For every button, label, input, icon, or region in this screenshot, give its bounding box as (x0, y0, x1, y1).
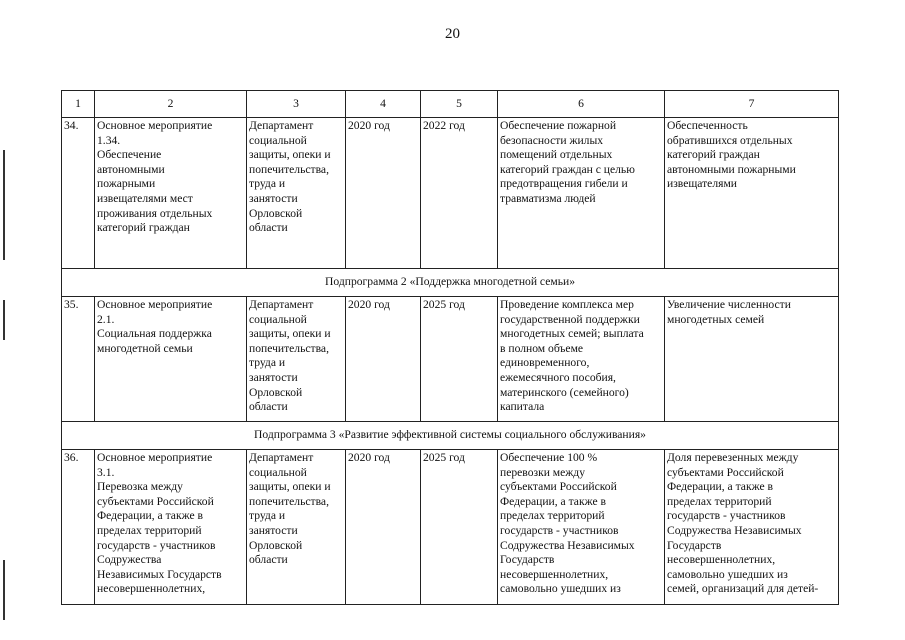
table-row (62, 297, 839, 422)
row-number: 34. (62, 118, 95, 269)
table-row (62, 118, 839, 269)
measure-name: Основное мероприятие 2.1. Социальная поддержка многодетной семьи (95, 297, 247, 422)
measure-name: Основное мероприятие 1.34. Обеспечение автономными пожарными извещателями мест проживания отдельных категорий граждан (95, 118, 247, 269)
expected-result: Обеспечение пожарной безопасности жилых помещений отдельных категорий граждан с целью предотвращения гибели и травматизма людей (498, 118, 665, 269)
row-number: 36. (62, 450, 95, 605)
executor: Департамент социальной защиты, опеки и попечительства, труда и занятости Орловской области (247, 450, 346, 605)
subprogram-heading-row (62, 269, 839, 297)
header-cell: 2 (95, 91, 247, 118)
subprogram-title: Подпрограмма 3 «Развитие эффективной системы социального обслуживания» (62, 422, 839, 450)
table-row (62, 450, 839, 605)
header-row (62, 91, 839, 118)
header-cell: 3 (247, 91, 346, 118)
measure-name: Основное мероприятие 3.1. Перевозка между субъектами Российской Федерации, а также в пределах территорий государств - участников Содружества Независимых Государств несовершеннолетних, (95, 450, 247, 605)
expected-result: Обеспечение 100 % перевозки между субъектами Российской Федерации, а также в пределах территорий государств - участников Содружества Независимых Государств несовершеннолетних, самовольно ушедших из (498, 450, 665, 605)
expected-result: Проведение комплекса мер государственной поддержки многодетных семей; выплата в полном объеме единовременного, ежемесячного пособия, материнского (семейного) капитала (498, 297, 665, 422)
header-cell: 6 (498, 91, 665, 118)
row-number: 35. (62, 297, 95, 422)
scan-edge-artifact (3, 300, 5, 340)
start-year: 2020 год (346, 450, 421, 605)
subprogram-title: Подпрограмма 2 «Поддержка многодетной семьи» (62, 269, 839, 297)
scan-edge-artifact (3, 560, 5, 620)
scan-edge-artifact (3, 150, 5, 260)
indicator-link: Обеспеченность обратившихся отдельных категорий граждан автономными пожарными извещателями (665, 118, 839, 269)
start-year: 2020 год (346, 297, 421, 422)
indicator-link: Увеличение численности многодетных семей (665, 297, 839, 422)
executor: Департамент социальной защиты, опеки и попечительства, труда и занятости Орловской области (247, 118, 346, 269)
header-cell: 5 (421, 91, 498, 118)
executor: Департамент социальной защиты, опеки и попечительства, труда и занятости Орловской области (247, 297, 346, 422)
header-cell: 1 (62, 91, 95, 118)
indicator-link: Доля перевезенных между субъектами Российской Федерации, а также в пределах территорий государств - участников Содружества Независимых Государств несовершеннолетних, самовольно ушедших из семей, организаций для детей- (665, 450, 839, 605)
end-year: 2022 год (421, 118, 498, 269)
start-year: 2020 год (346, 118, 421, 269)
program-measures-table (61, 90, 839, 605)
header-cell: 4 (346, 91, 421, 118)
subprogram-heading-row (62, 422, 839, 450)
end-year: 2025 год (421, 297, 498, 422)
page-number: 20 (445, 26, 460, 42)
end-year: 2025 год (421, 450, 498, 605)
header-cell: 7 (665, 91, 839, 118)
